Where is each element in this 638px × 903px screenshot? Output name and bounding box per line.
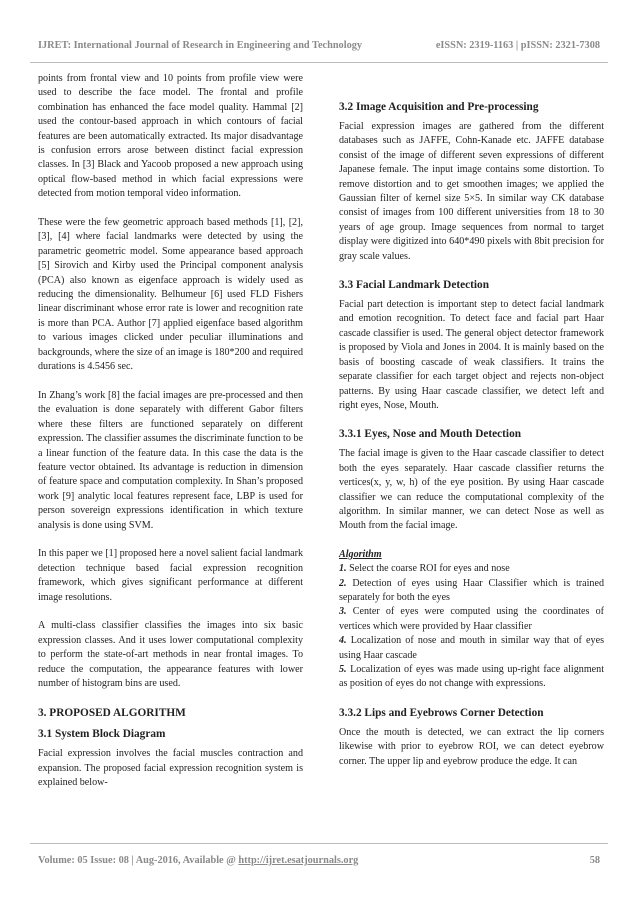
- paragraph: The facial image is given to the Haar cascade classifier to detect both the eyes separately. Haar cascade classifier returns the vertices(x, y, w, h) of the eye position. By using Haar cascade classifier we can reduce the computational complexity of the algorithm. In similar manner, we can detect Nose as well as Mouth from the facial image.: [339, 448, 604, 532]
- paragraph: Facial expression involves the facial muscles contraction and expansion. The proposed facial expression recognition system is explained below-: [38, 748, 303, 789]
- algorithm-step: [339, 605, 604, 634]
- step-text: Detection of eyes using Haar Classifier which is trained separately for both the eyes: [339, 577, 604, 603]
- paragraph: In this paper we [1] proposed here a novel salient facial landmark detection technique based facial expression recognition framework, which gives significant performance at different image resolutions.: [38, 548, 303, 603]
- paragraph: Facial part detection is important step to detect facial landmark and emotion recognition. To detect face and facial part Haar cascade classifier is used. The general object detector framework is proposed by Viola and Jones in 2004. It is mainly based on the basis of boosting cascade of weak classifiers. It trains the separate classifier for each target object and rejects non-object patterns. By using Haar cascade classifier, we detect left and right eyes, Nose, Mouth.: [339, 299, 604, 411]
- paragraph: These were the few geometric approach based methods [1], [2], [3], [4] where facial landmarks were detected by using the parametric geometric model. Some appearance based approach [5] Sirovich and Kirby used the Principal component analysis (PCA) also known as eigenface approach is widely used as reducing the dimensionality. Belhumeur [6] used FLD Fishers linear discriminant whose error rate is lower and recognition rate is more than PCA. Author [7] applied eigenface based algorithm to various images clicked under peculiar illuminations and backgrounds, where the size of an image is 180*200 and required durations is 4.5456 sec.: [38, 217, 303, 373]
- step-number: 1.: [339, 563, 347, 575]
- step-text: Center of eyes were computed using the coordinates of vertices which were provided by Haar classifier: [339, 606, 604, 632]
- algorithm-step: [339, 663, 604, 692]
- section-heading: 3. PROPOSED ALGORITHM: [38, 707, 186, 720]
- step-number: 4.: [339, 635, 347, 647]
- subsection-heading: 3.3 Facial Landmark Detection: [339, 279, 489, 292]
- algorithm-title: Algorithm: [339, 548, 382, 560]
- left-column: [38, 72, 303, 791]
- right-column: [339, 100, 604, 769]
- algorithm-step: [339, 562, 604, 576]
- paragraph: A multi-class classifier classifies the images into six basic expression classes. And it uses lower computational complexity to perform the state-of-art methods in near frontal images. To reduce the computation, the appearance features with lower number of histogram bins are used.: [38, 620, 303, 689]
- subsection-heading: 3.3.1 Eyes, Nose and Mouth Detection: [339, 428, 521, 441]
- step-text: Localization of nose and mouth in similar way that of eyes using Haar cascade: [339, 635, 604, 661]
- step-text: Select the coarse ROI for eyes and nose: [349, 563, 510, 575]
- paragraph: Facial expression images are gathered from the different databases such as JAFFE, Cohn-Kanade etc. JAFFE database consist of the image of different seven expressions of different Japanese female. The input image contains some distortion. To remove distortion and to get smoothen images; we applied the Gaussian filter of kernel size 5×5. In similar way CK database consist of images from 100 different universities from 18 to 30 years of age group. Image sequences from normal to target display were digitized into 640*490 pixels with 8bit precision for gray scale values.: [339, 121, 604, 262]
- subsection-heading: 3.2 Image Acquisition and Pre-processing: [339, 101, 539, 113]
- header-rule: [30, 62, 608, 63]
- journal-link[interactable]: http://ijret.esatjournals.org: [238, 855, 359, 866]
- paragraph: Once the mouth is detected, we can extract the lip corners likewise with prior to eyebrow ROI, we can detect eyebrow corner. The upper lip and eyebrow produce the edge. It can: [339, 726, 604, 767]
- footer-rule: [30, 843, 608, 844]
- running-footer: [38, 855, 600, 869]
- algorithm-step: [339, 577, 604, 606]
- subsection-heading: 3.3.2 Lips and Eyebrows Corner Detection: [339, 706, 544, 719]
- journal-title: IJRET: International Journal of Research in Engineering and Technology: [38, 40, 363, 51]
- subsection-heading: 3.1 System Block Diagram: [38, 728, 166, 741]
- algorithm-step: [339, 634, 604, 663]
- step-text: Localization of eyes was made using up-right face alignment as position of eyes do not change with expressions.: [339, 664, 605, 690]
- step-number: 3.: [339, 606, 347, 618]
- page-number: 58: [589, 855, 600, 866]
- paragraph: points from frontal view and 10 points from profile view were used to describe the face model. The frontal and profile combination has enhanced the face model quality. Hammal [2] used the contour-based approach in which contours of facial features are been automatically extracted. Its major disadvantage is confusion errors arose between distinct facial expression classes. In [3] Black and Yacoob proposed a new approach using optical flow-based method in which facial expressions were detected from motion temporal video information.: [38, 73, 303, 200]
- issn: eISSN: 2319-1163 | pISSN: 2321-7308: [435, 40, 600, 51]
- step-number: 5.: [339, 664, 347, 675]
- step-number: 2.: [339, 577, 347, 589]
- paragraph: In Zhang’s work [8] the facial images are pre-processed and then the evaluation is done separately with different Gabor filters where these filters are functioned separately on different expression. The classifier assumes the discriminate function to be a linear function of the feature data. In this case the data is the feature vector obtained. Its advantage is reduction in dimension of feature space and computation complexity. In Shan’s proposed work [9] analytic local features represent face, LBP is used for person sovereign expressions identification in which texture analysis is done using SVM.: [38, 389, 303, 531]
- running-header: [38, 40, 600, 54]
- volume-text: Volume: 05 Issue: 08 | Aug-2016, Available @: [38, 855, 239, 866]
- volume-info: [38, 855, 358, 866]
